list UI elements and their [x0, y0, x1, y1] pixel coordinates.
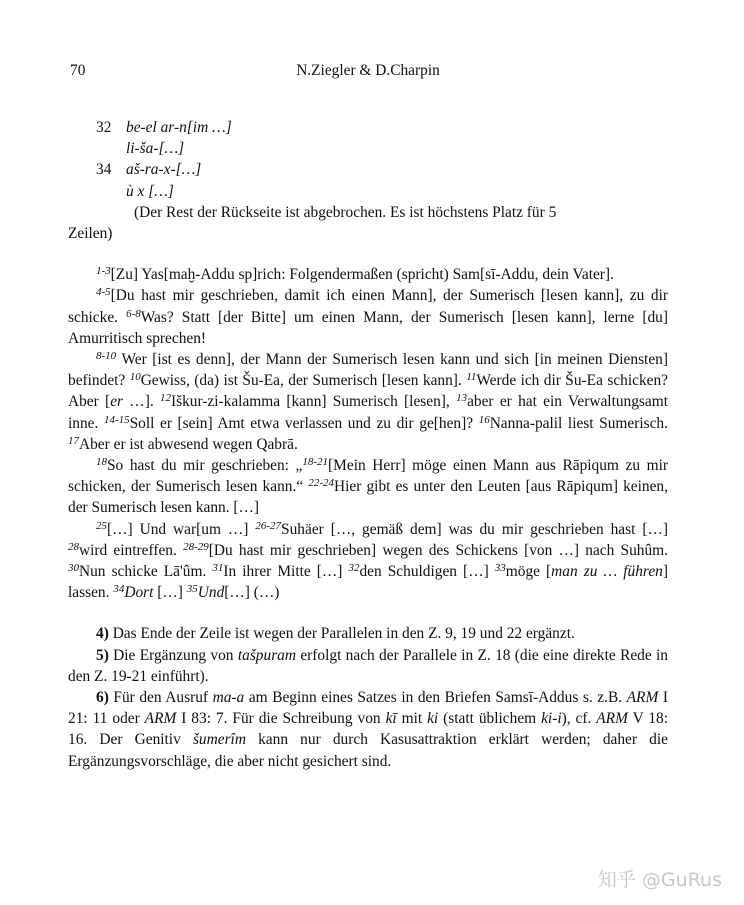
- translation-paragraph: [68, 285, 668, 349]
- line-ref: 34: [113, 583, 125, 596]
- commentary-block: [68, 623, 668, 771]
- note-text: Das Ende der Zeile ist wegen der Parallelen in den Z. 9, 19 und 22 ergänzt.: [112, 625, 575, 643]
- translation-text: Wer [ist es denn], der Mann der Sumerisch lesen kann und sich [in meinen Diensten] befindet?: [68, 351, 668, 390]
- translation-text: […]: [153, 584, 183, 602]
- translation-text: Aber er ist abwesend wegen Qabrā.: [79, 435, 298, 453]
- note-italic: ki-i: [541, 710, 562, 728]
- note-italic: šumerîm: [192, 731, 246, 749]
- page-number: 70: [70, 62, 86, 79]
- line-ref: 18: [96, 456, 107, 469]
- note-italic: ma-a: [212, 689, 245, 707]
- translation-text: Nun schicke Lā'ûm.: [79, 563, 207, 581]
- note-number: 6): [96, 689, 109, 707]
- note-text: mit: [396, 710, 428, 728]
- note-italic: ARM: [626, 689, 659, 707]
- line-number: 32: [96, 119, 112, 136]
- note-text: I 83: 7. Für die Schreibung von: [176, 710, 386, 728]
- line-ref: 1-3: [96, 265, 111, 278]
- line-ref: 31: [212, 562, 224, 575]
- translit-line: [68, 181, 668, 202]
- translation-paragraph: [68, 349, 668, 455]
- line-ref: 12: [159, 392, 171, 405]
- translation-text: [Mein Herr] möge einen Mann aus Rāpiqum zu mir schicken, der Sumerisch lesen kann.“: [68, 457, 668, 496]
- translation-text: […] Und war[um …]: [107, 520, 249, 538]
- translit-text: li-ša-[…]: [126, 140, 185, 158]
- note-italic: kī: [385, 710, 397, 728]
- translation-italic: Und: [197, 584, 225, 602]
- line-ref: 33: [494, 562, 506, 575]
- translation-text: Was? Statt [der Bitte] um einen Mann, der Sumerisch [lesen kann], lerne [du] Amurritisch sprechen!: [68, 308, 668, 347]
- line-ref: 10: [129, 371, 141, 384]
- translation-text: Suhäer […, gemäß dem] was du mir geschrieben hast […]: [281, 520, 668, 538]
- translation-text: ] lassen.: [68, 563, 668, 602]
- line-ref: 32: [348, 562, 360, 575]
- translation-text: Werde ich dir Šu-Ea schicken? Aber [: [68, 372, 668, 411]
- translation-paragraph: [68, 455, 668, 519]
- commentary-note: [68, 687, 668, 772]
- line-ref: 26-27: [255, 519, 282, 532]
- translation-text: Soll er [sein] Amt etwa verlassen und zu dir ge[hen]?: [129, 414, 474, 432]
- note-italic: ARM: [144, 710, 177, 728]
- translit-line: [68, 117, 668, 138]
- translation-text: [Zu] Yas[maḫ-Addu sp]rich: Folgendermaßen (spricht) Sam[sī-Addu, dein Vater].: [110, 266, 614, 284]
- translation-text: […] (…): [224, 584, 280, 602]
- translit-text: ù x […]: [126, 182, 174, 200]
- line-ref: 18-21: [302, 456, 329, 469]
- line-ref: 28: [68, 540, 79, 553]
- note-text: Die Ergänzung von: [113, 646, 238, 664]
- translation-text: [Du hast mir geschrieben] wegen des Schickens [von …] nach Suhûm.: [208, 541, 669, 559]
- translation-text: möge [: [505, 563, 552, 581]
- line-number: [68, 181, 126, 202]
- line-ref: 35: [186, 583, 198, 596]
- line-ref: 6-8: [126, 307, 141, 320]
- line-ref: 8-10: [96, 350, 117, 363]
- line-ref: 11: [466, 371, 477, 384]
- translation-text: Nanna-palil liest Sumerisch.: [489, 414, 668, 432]
- note-text: ), cf.: [561, 710, 597, 728]
- watermark: 知乎 @GuRus: [597, 868, 722, 891]
- line-ref: 28-29: [183, 540, 209, 553]
- page-header: [68, 60, 668, 82]
- translation-italic: Dort: [124, 584, 154, 602]
- note-italic: tašpuram: [237, 646, 296, 664]
- translation-text: [Du hast mir geschrieben, damit ich einen Mann], der Sumerisch [lesen kann], zu dir schicke.: [68, 287, 668, 326]
- translation-block: [68, 264, 668, 603]
- line-ref: 25: [96, 519, 107, 532]
- translation-text: Hier gibt es unter den Leuten [aus Rāpiqum] keinen, der Sumerisch lesen kann. […]: [68, 478, 668, 517]
- note-text: (statt üblichem: [438, 710, 542, 728]
- line-ref: 30: [68, 562, 79, 575]
- note-number: 5): [96, 646, 109, 664]
- translation-text: den Schuldigen […]: [359, 563, 489, 581]
- translit-text: be-el ar-n[im …]: [126, 119, 232, 136]
- translation-paragraph: [68, 264, 668, 285]
- translation-italic: man zu … führen: [551, 563, 663, 581]
- note-text: Für den Ausruf: [113, 689, 213, 707]
- line-ref: 22-24: [308, 477, 334, 490]
- rest-note: (Der Rest der Rückseite ist abgebrochen. Es ist höchstens Platz für 5: [134, 203, 557, 221]
- translation-text: wird eintreffen.: [79, 541, 177, 559]
- line-ref: 17: [68, 434, 79, 447]
- translit-line: [68, 138, 668, 159]
- line-number: 34: [96, 161, 112, 179]
- line-ref: 4-5: [96, 286, 111, 299]
- translation-text: So hast du mir geschrieben: „: [107, 457, 303, 475]
- line-number: [68, 138, 126, 159]
- note-italic: ki: [427, 710, 439, 728]
- translation-paragraph: [68, 519, 668, 604]
- line-ref: 16: [478, 413, 490, 426]
- translation-text: In ihrer Mitte […]: [223, 563, 343, 581]
- book-page: [68, 60, 668, 772]
- note-italic: ARM: [596, 710, 628, 728]
- translation-text: Gewiss, (da) ist Šu-Ea, der Sumerisch [lesen kann].: [140, 372, 462, 390]
- running-head: N.Ziegler & D.Charpin: [296, 62, 440, 79]
- line-ref: 13: [456, 392, 468, 405]
- translation-text: Iškur-zi-kalamma [kann] Sumerisch [lesen],: [170, 393, 450, 411]
- translation-italic: er: [110, 393, 124, 411]
- translation-text: …].: [123, 393, 154, 411]
- rest-note-continuation: Zeilen): [68, 225, 113, 243]
- note-text: am Beginn eines Satzes in den Briefen Samsī-Addus s. z.B.: [244, 689, 627, 707]
- transliteration-block: [68, 117, 668, 244]
- note-text: erfolgt nach der Parallele in Z. 18 (die eine direkte Rede in den Z. 19-21 einführt).: [68, 646, 668, 685]
- translit-line: [68, 159, 668, 180]
- translit-text: aš-ra-x-[…]: [126, 161, 202, 179]
- note-number: 4): [96, 625, 109, 643]
- commentary-note: [68, 645, 668, 687]
- translation-text: aber er hat ein Verwaltungsamt inne.: [68, 393, 668, 432]
- commentary-note: [68, 623, 668, 644]
- note-text: I 21: 11 oder: [68, 689, 668, 728]
- note-text: kann nur durch Kasusattraktion erklärt werden; daher die Ergänzungsvorschläge, die aber nicht gesichert sind.: [68, 731, 668, 770]
- line-ref: 14-15: [103, 413, 130, 426]
- note-text: V 18: 16. Der Genitiv: [68, 710, 669, 749]
